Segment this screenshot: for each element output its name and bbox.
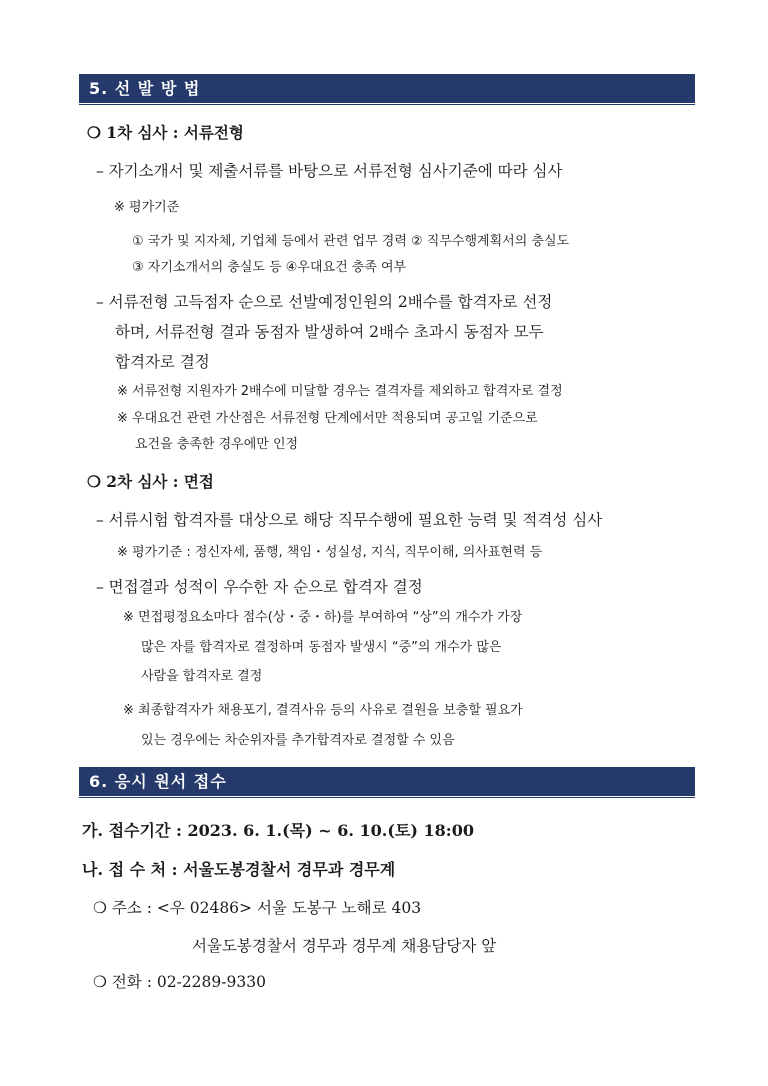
stage2-note-3-line1: ※ 최종합격자가 채용포기, 결격사유 등의 사유로 결원을 보충할 필요가 — [123, 703, 523, 718]
stage2-note-2-line1: ※ 면접평정요소마다 점수(상・중・하)를 부여하여 “상”의 개수가 가장 — [123, 610, 523, 625]
stage2-bullet-2: – 면접결과 성적이 우수한 자 순으로 합격자 결정 — [96, 578, 423, 596]
application-period: 가. 접수기간 : 2023. 6. 1.(목) ~ 6. 10.(토) 18:00 — [82, 821, 474, 840]
stage1-bullet-2-line2: 하며, 서류전형 결과 동점자 발생하여 2배수 초과시 동점자 모두 — [115, 323, 544, 341]
stage1-criteria-2: ③ 자기소개서의 충실도 등 ④우대요건 충족 여부 — [132, 260, 407, 275]
stage2-note-3-line2: 있는 경우에는 차순위자를 추가합격자로 결정할 수 있음 — [141, 733, 455, 748]
stage2-heading: ❍ 2차 심사 : 면접 — [87, 472, 214, 491]
stage1-bullet-1: – 자기소개서 및 제출서류를 바탕으로 서류전형 심사기준에 따라 심사 — [96, 162, 563, 180]
section-5-underline — [79, 104, 695, 105]
section-6-header: 6. 응시 원서 접수 — [79, 767, 695, 796]
stage1-bullet-2-line1: – 서류전형 고득점자 순으로 선발예정인원의 2배수를 합격자로 선정 — [96, 293, 553, 311]
phone-number: ❍ 전화 : 02-2289-9330 — [93, 973, 266, 991]
stage1-criteria-1: ① 국가 및 지자체, 기업체 등에서 관련 업무 경력 ② 직무수행계획서의 충실도 — [132, 234, 570, 249]
stage1-note-2-line2: 요건을 충족한 경우에만 인정 — [135, 437, 299, 452]
section-5-header: 5. 선 발 방 법 — [79, 74, 695, 103]
stage2-note-2-line3: 사람을 합격자로 결정 — [141, 669, 263, 684]
address-line-2: 서울도봉경찰서 경무과 경무계 채용담당자 앞 — [192, 937, 497, 955]
application-place: 나. 접 수 처 : 서울도봉경찰서 경무과 경무계 — [82, 860, 396, 879]
stage1-bullet-2-line3: 합격자로 결정 — [115, 353, 210, 371]
stage2-note-2-line2: 많은 자를 합격자로 결정하며 동점자 발생시 “중”의 개수가 많은 — [141, 640, 502, 655]
stage1-criteria-label: ※ 평가기준 — [114, 200, 180, 215]
stage2-note-1: ※ 평가기준 : 정신자세, 품행, 책임・성실성, 지식, 직무이해, 의사표현력 등 — [117, 545, 543, 560]
section-6-underline — [79, 797, 695, 798]
address-line-1: ❍ 주소 : <우 02486> 서울 도봉구 노해로 403 — [93, 899, 422, 917]
stage1-heading: ❍ 1차 심사 : 서류전형 — [87, 123, 244, 142]
stage1-note-1: ※ 서류전형 지원자가 2배수에 미달할 경우는 결격자를 제외하고 합격자로 결정 — [117, 384, 563, 399]
stage1-note-2-line1: ※ 우대요건 관련 가산점은 서류전형 단계에서만 적용되며 공고일 기준으로 — [117, 411, 538, 426]
stage2-bullet-1: – 서류시험 합격자를 대상으로 해당 직무수행에 필요한 능력 및 적격성 심사 — [96, 511, 603, 529]
